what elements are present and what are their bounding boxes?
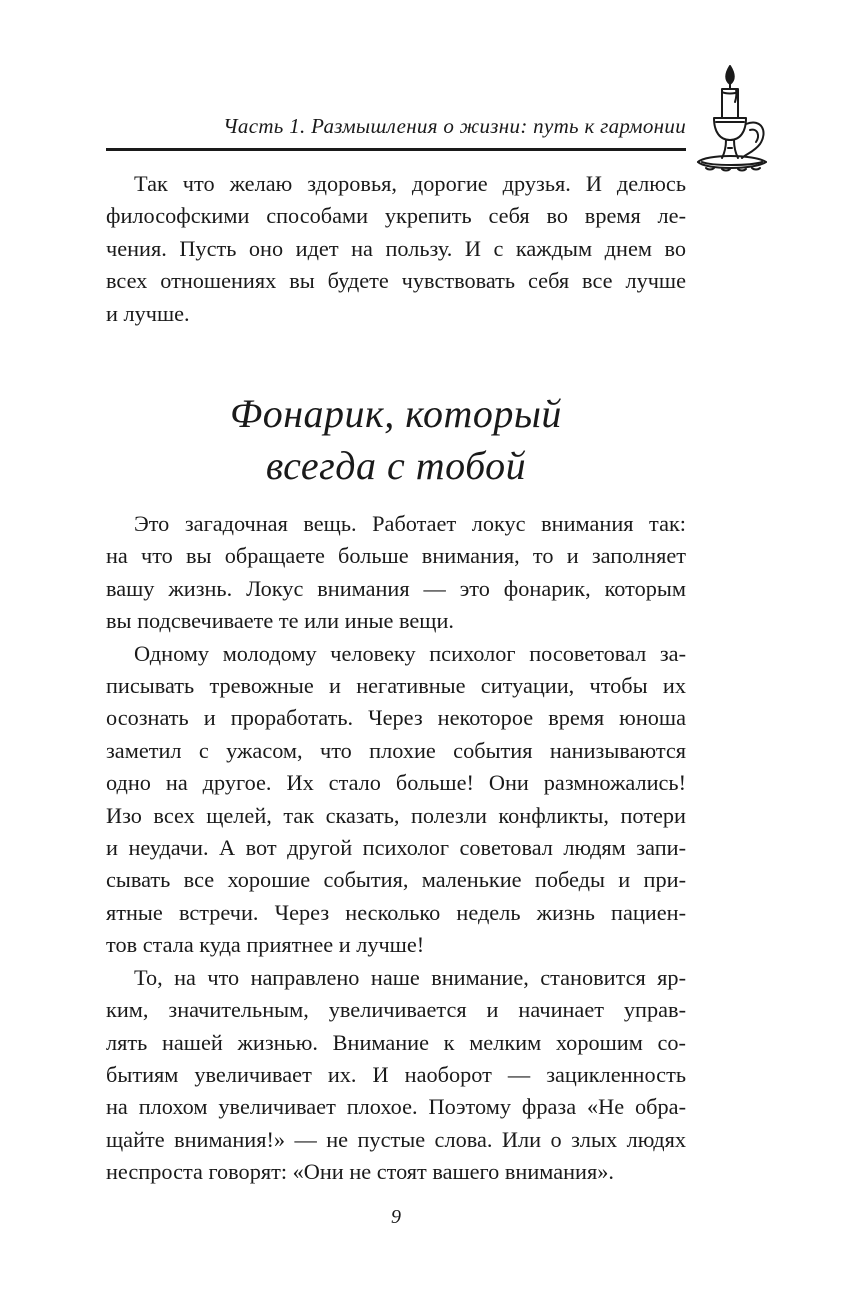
intro-text — [106, 168, 686, 330]
page-number: 9 — [391, 1206, 401, 1228]
text-line: на плохом увеличивает плохое. Поэтому фраза «Не обра- — [106, 1094, 686, 1120]
text-line: Это загадочная вещь. Работает локус внимания так: — [134, 511, 686, 536]
intro-paragraph — [106, 168, 686, 330]
section-paragraph-2 — [106, 638, 686, 962]
text-line: неспроста говорят: «Они не стоят вашего внимания». — [106, 1159, 614, 1185]
header-rule — [106, 148, 686, 151]
text-line: лять нашей жизнью. Внимание к мелким хорошим со- — [106, 1029, 686, 1055]
section-paragraph-1 — [106, 508, 686, 638]
text-line: сывать все хорошие события, маленькие победы и при- — [106, 867, 686, 893]
text-line: одно на другое. Их стало больше! Они размножались! — [106, 770, 686, 796]
text-line: всех отношениях вы будете чувствовать себя все лучше — [106, 268, 686, 294]
text-line: щайте внимания!» — не пустые слова. Или о злых людях — [106, 1126, 686, 1152]
text-line: Одному молодому человеку психолог посоветовал за- — [134, 640, 686, 666]
section-title-line-1: Фонарик, который — [230, 391, 562, 436]
text-line: бытиям увеличивает их. И наоборот — зацикленность — [106, 1061, 686, 1087]
section-body — [106, 508, 686, 1189]
text-line: осознать и проработать. Через некоторое время юноша — [106, 705, 686, 731]
text-line: вашу жизнь. Локус внимания — это фонарик, которым — [106, 575, 686, 601]
text-line: тов стала куда приятнее и лучше! — [106, 932, 425, 958]
running-title: Часть 1. Размышления о жизни: путь к гармонии — [223, 114, 686, 138]
text-line: заметил с ужасом, что плохие события нанизываются — [106, 737, 686, 763]
text-line: и неудачи. А вот другой психолог советовал людям запи- — [106, 835, 686, 861]
text-line: ким, значительным, увеличивается и начинает управ- — [106, 997, 686, 1023]
text-line: вы подсвечиваете те или иные вещи. — [106, 608, 454, 634]
text-line: философскими способами укрепить себя во время ле- — [106, 203, 686, 229]
text-line: на что вы обращаете больше внимания, то и заполняет — [106, 543, 686, 569]
text-line: чения. Пусть оно идет на пользу. И с каждым днем во — [106, 235, 686, 261]
candle-holder-icon — [692, 58, 772, 184]
text-line: и лучше. — [106, 300, 190, 326]
section-title-line-2: всегда с тобой — [265, 443, 527, 488]
section-paragraph-3 — [106, 962, 686, 1189]
text-line: Так что желаю здоровья, дорогие друзья. И делюсь — [134, 171, 686, 196]
text-line: То, на что направлено наше внимание, становится яр- — [134, 964, 686, 990]
text-line: писывать тревожные и негативные ситуации, чтобы их — [106, 673, 686, 699]
text-line: Изо всех щелей, так сказать, полезли конфликты, потери — [106, 802, 686, 828]
text-line: ятные встречи. Через несколько недель жизнь пациен- — [106, 899, 686, 925]
section-title — [106, 388, 686, 492]
